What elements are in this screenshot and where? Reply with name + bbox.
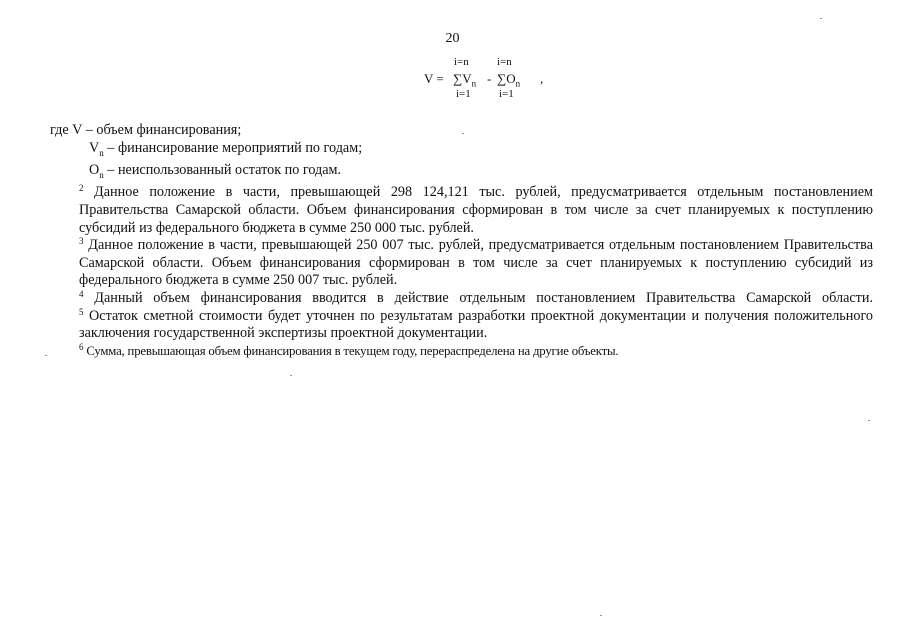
formula-minus: -	[487, 71, 492, 86]
formula-lhs: V =	[424, 71, 444, 86]
vn-subscript: n	[99, 147, 104, 158]
scan-speck	[462, 133, 464, 134]
footnote-number: 5	[79, 306, 84, 317]
definition-vn	[50, 140, 873, 162]
footnote-number: 2	[79, 183, 84, 194]
sum2-term	[497, 71, 520, 89]
footnote-text: Остаток сметной стоимости будет уточнен по результатам разработки проектной документации и получения положительного заключения государственной экспертизы проектной документации.	[79, 307, 874, 342]
formula-comma: ,	[540, 71, 544, 86]
footnote-number: 6	[79, 341, 84, 352]
on-subscript: n	[99, 169, 104, 180]
scan-speck	[45, 355, 47, 356]
footnote-number: 4	[79, 289, 84, 299]
sum1-symbol: ∑V	[453, 71, 472, 86]
footnote-text: Данное положение в части, превышающей 298 124,121 тыс. рублей, предусматривается отдельным постановлением Правительства Самарской области. Объем финансирования сформирован в том числе за счет планируемых к поступлению субсидий из федерального бюджета в сумме 250 000 тыс. рублей.	[79, 184, 873, 236]
footnote-2	[50, 184, 873, 237]
sum2-subscript: n	[515, 78, 521, 89]
footnote-text: Данное положение в части, превышающей 250 007 тыс. рублей, предусматривается отдельным постановлением Правительства Самарской области. Объем финансирования сформирован в том числе за счет планируемых к поступлению субсидий из федерального бюджета в сумме 250 007 тыс. рублей.	[79, 237, 873, 289]
scan-speck	[600, 615, 602, 616]
vn-symbol: V	[89, 139, 100, 156]
sum1-upper-limit: i=n	[454, 56, 469, 68]
scan-speck	[820, 18, 822, 19]
sum1-subscript: n	[471, 78, 477, 89]
footnote-text: Данный объем финансирования вводится в действие отдельным постановлением Правительства Самарской области.	[94, 290, 873, 306]
footnote-number: 3	[79, 236, 84, 247]
footnote-text: Сумма, превышающая объем финансирования в текущем году, перераспределена на другие объекты.	[86, 343, 619, 358]
on-text: – неиспользованный остаток по годам.	[103, 162, 342, 179]
footnote-4	[50, 290, 873, 308]
on-symbol: O	[89, 162, 100, 179]
formula	[0, 56, 905, 106]
sum2-upper-limit: i=n	[497, 56, 512, 68]
definition-on	[50, 162, 873, 184]
notes-body	[50, 122, 873, 360]
footnote-6	[50, 343, 873, 361]
vn-text: – финансирование мероприятий по годам;	[103, 139, 363, 156]
scan-speck	[868, 420, 870, 421]
footnote-3	[50, 237, 873, 290]
sum2-symbol: ∑O	[497, 71, 516, 86]
scan-speck	[290, 375, 292, 376]
sum1-term	[453, 71, 476, 89]
sum2-lower-limit: i=1	[499, 88, 514, 100]
footnote-5	[50, 308, 873, 343]
definition-v: где V – объем финансирования;	[50, 122, 242, 138]
page-number: 20	[445, 31, 460, 46]
sum1-lower-limit: i=1	[456, 88, 471, 100]
